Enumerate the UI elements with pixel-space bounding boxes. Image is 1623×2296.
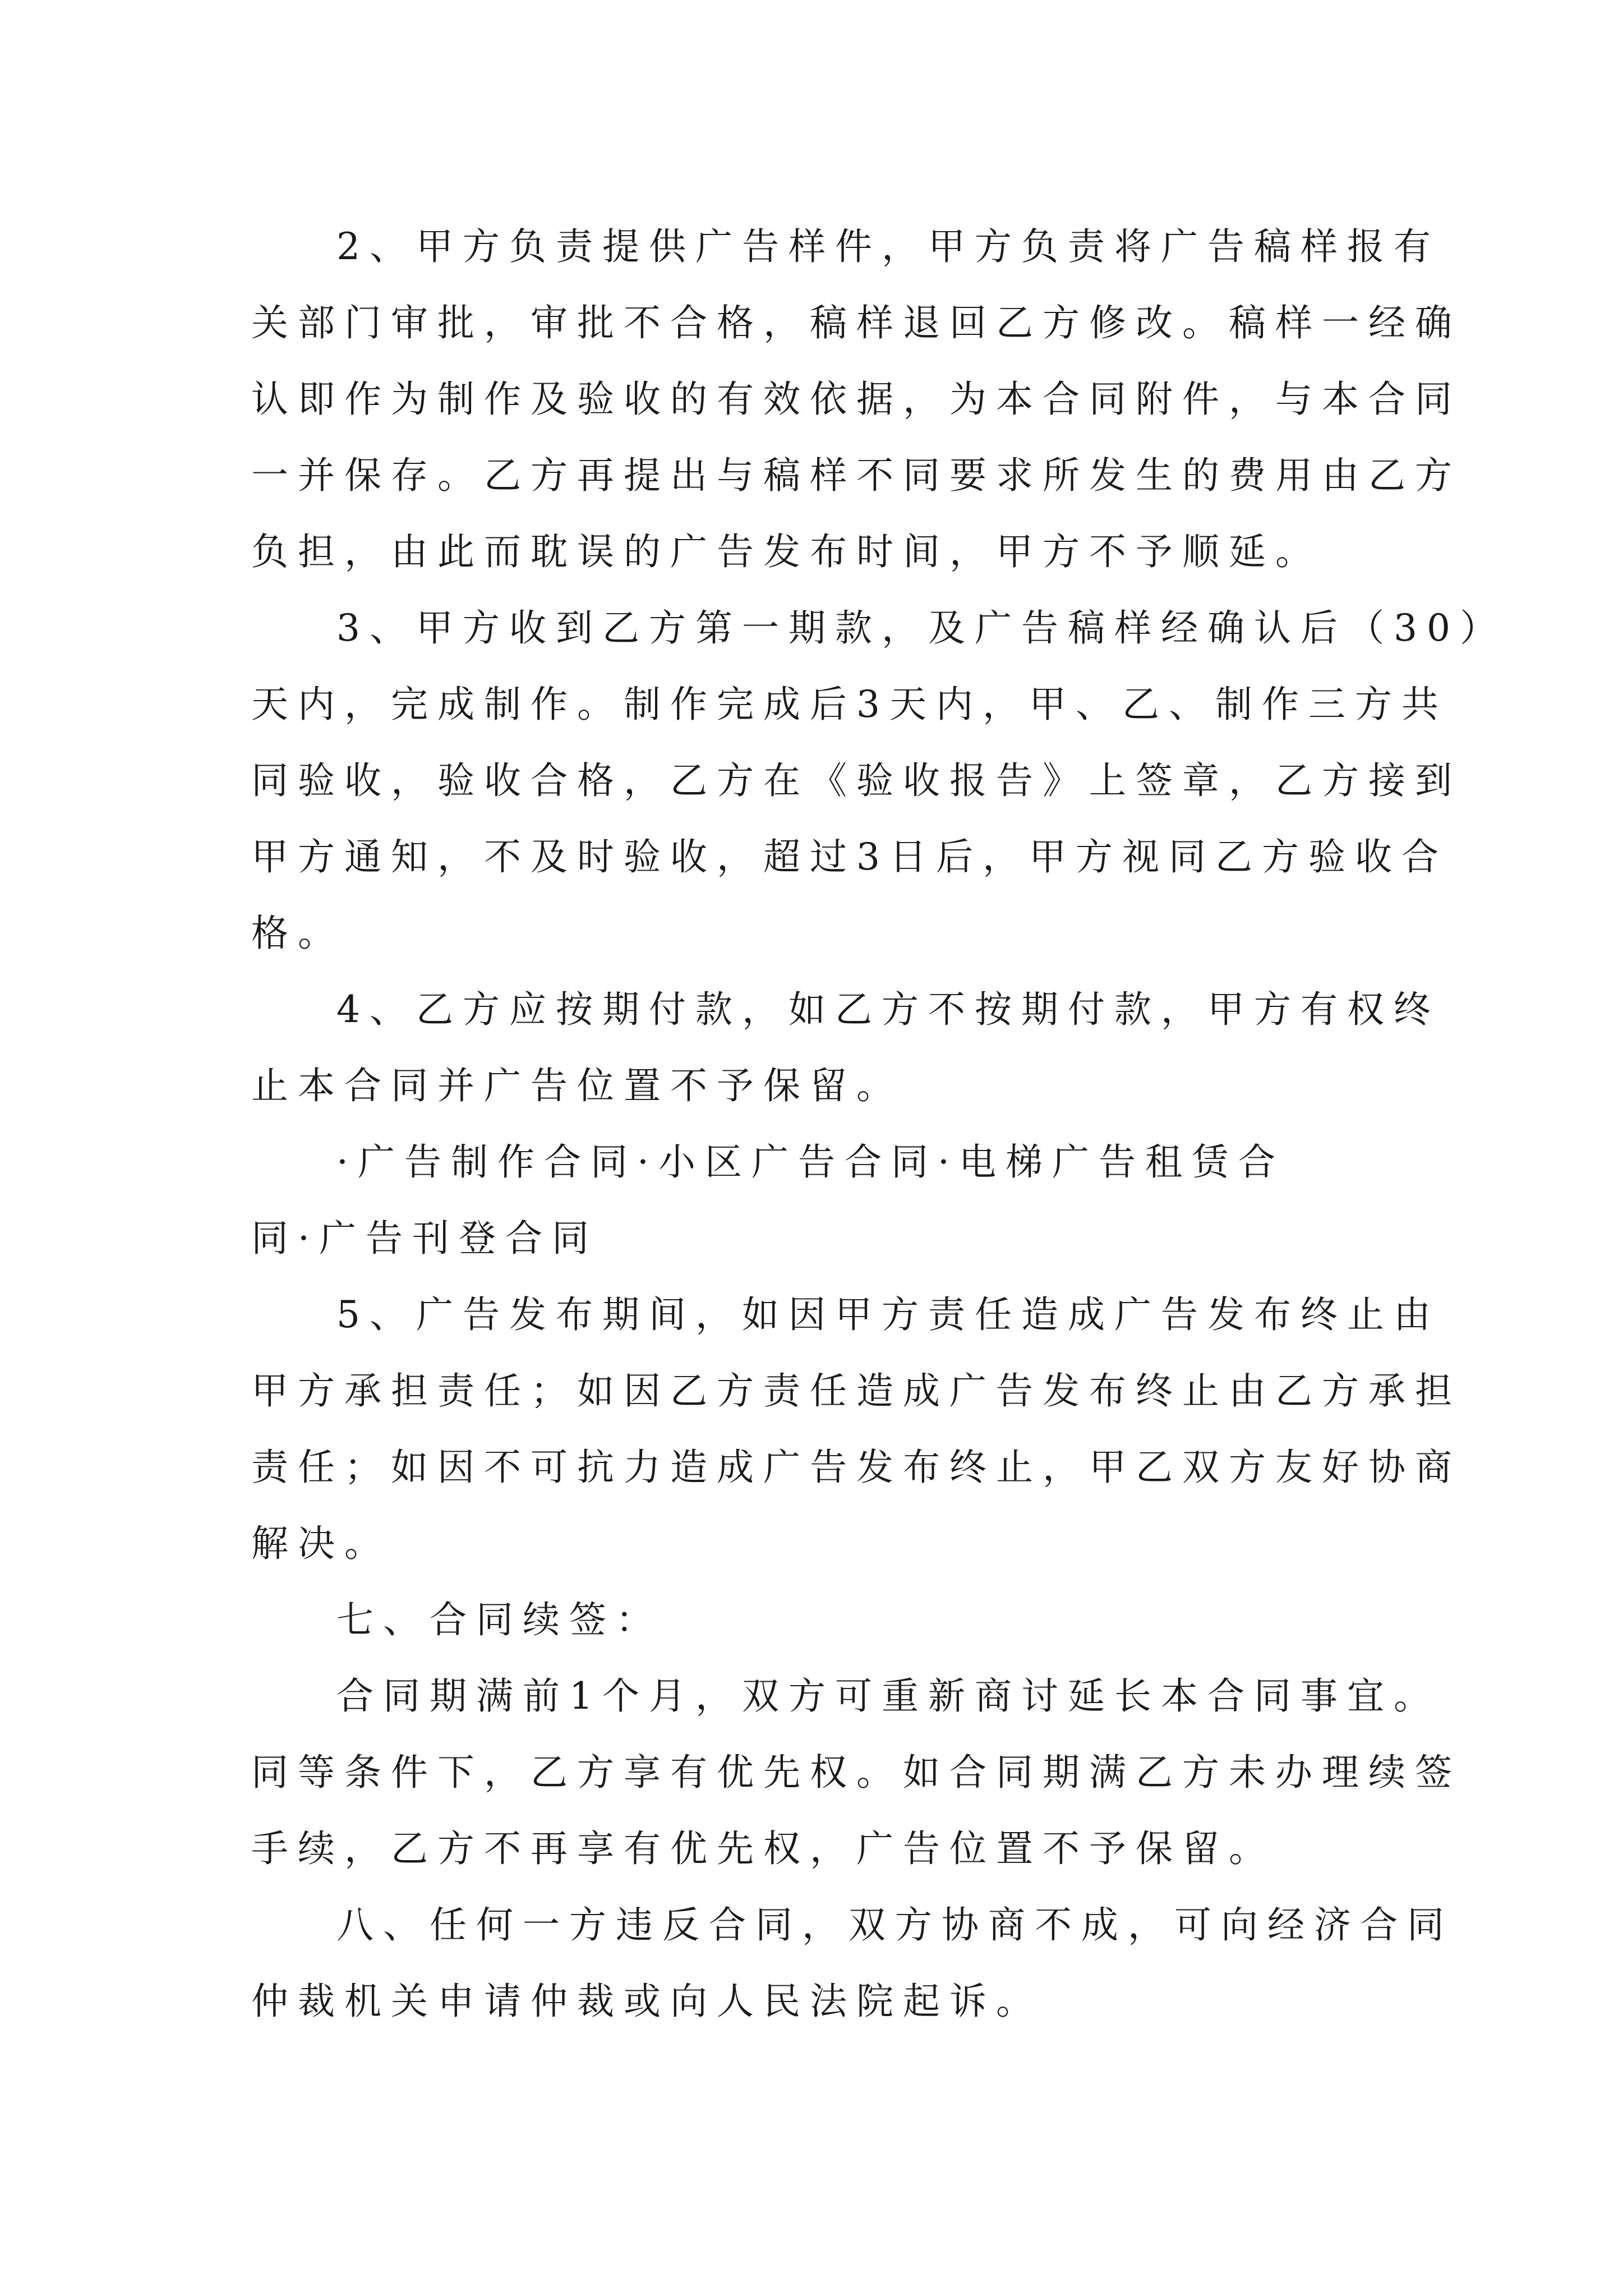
text-line: 3、甲方收到乙方第一期款，及广告稿样经确认后（30） [336,606,1506,650]
clause-4-paragraph [251,972,1440,1124]
section-7-paragraph [251,1658,1461,1887]
text-line: 天内，完成制作。制作完成后3天内，甲、乙、制作三方共 [251,683,1448,726]
text-line: 合同期满前1个月，双方可重新商讨延长本合同事宜。 [336,1674,1440,1718]
text-line: 一并保存。乙方再提出与稿样不同要求所发生的费用由乙方 [251,454,1461,497]
text-line: 仲裁机关申请仲裁或向人民法院起诉。 [251,1980,1043,2023]
document-body [251,209,1506,2040]
section-7-heading [251,1582,1401,1658]
clause-3-paragraph [251,590,1506,972]
text-line: 4、乙方应按期付款，如乙方不按期付款，甲方有权终 [336,988,1440,1031]
section-8-paragraph [251,1887,1454,2040]
text-line: 认即作为制作及验收的有效依据，为本合同附件，与本合同 [251,378,1461,421]
clause-5-paragraph [251,1277,1461,1582]
text-line: 手续，乙方不再享有优先权，广告位置不予保留。 [251,1827,1275,1870]
related-contracts-links[interactable] [251,1124,1401,1277]
text-line: 止本合同并广告位置不予保留。 [251,1064,903,1107]
related-contracts-line[interactable]: 同·广告刊登合同 [251,1217,598,1260]
text-line: 同验收，验收合格，乙方在《验收报告》上签章，乙方接到 [251,759,1461,802]
text-line: 同等条件下，乙方享有优先权。如合同期满乙方未办理续签 [251,1751,1461,1794]
text-line: 5、广告发布期间，如因甲方责任造成广告发布终止由 [336,1293,1440,1336]
text-line: 解决。 [251,1522,391,1565]
clause-2-paragraph [251,209,1461,590]
text-line: 负担，由此而耽误的广告发布时间，甲方不予顺延。 [251,530,1322,573]
section-heading: 七、合同续签： [336,1598,662,1641]
text-line: 格。 [251,912,344,955]
text-line: 2、甲方负责提供广告样件，甲方负责将广告稿样报有 [336,225,1440,268]
text-line: 甲方承担责任；如因乙方责任造成广告发布终止由乙方承担 [251,1369,1461,1412]
text-line: 八、任何一方违反合同，双方协商不成，可向经济合同 [336,1903,1454,1947]
text-line: 责任；如因不可抗力造成广告发布终止，甲乙双方友好协商 [251,1446,1461,1489]
text-line: 甲方通知，不及时验收，超过3日后，甲方视同乙方验收合 [251,835,1448,878]
text-line: 关部门审批，审批不合格，稿样退回乙方修改。稿样一经确 [251,301,1461,344]
related-contracts-line[interactable]: ·广告制作合同·小区广告合同·电梯广告租赁合 [336,1140,1285,1184]
